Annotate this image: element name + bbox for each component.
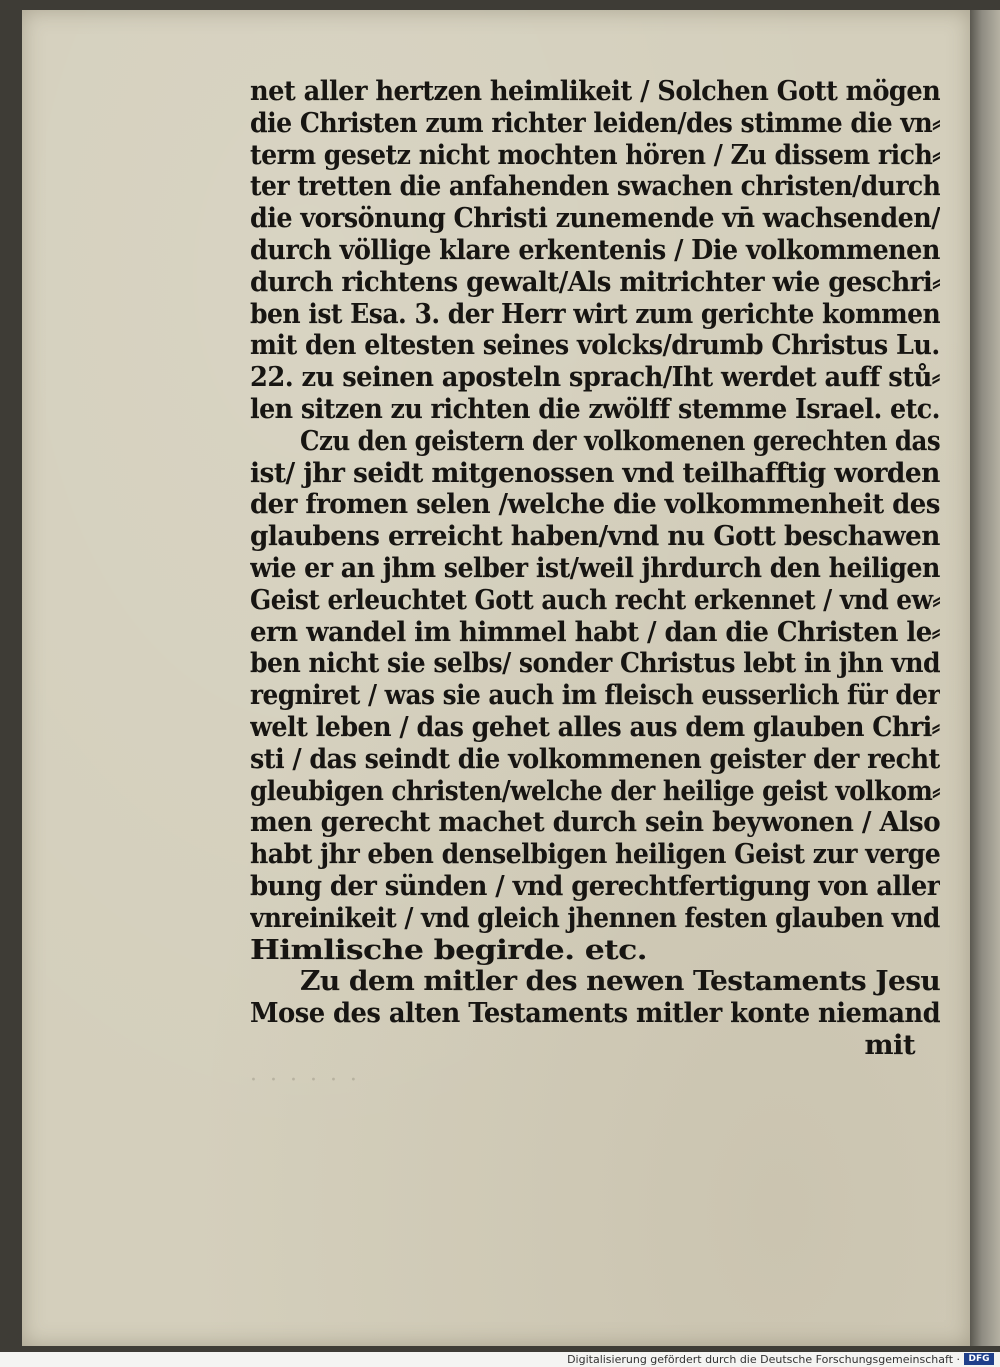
body-text — [250, 76, 940, 1062]
text-line: 22. zu seinen aposteln sprach/Iht werdet auff stů⸗ — [250, 362, 940, 394]
text-line: term gesetz nicht mochten hören / Zu dissem rich⸗ — [250, 139, 940, 171]
funding-credit: Digitalisierung gefördert durch die Deutsche Forschungsgemeinschaft · — [567, 1353, 960, 1366]
text-line: Czu den geistern der volkomenen gerechten das — [300, 425, 940, 457]
text-line: mit den eltesten seines volcks/drumb Christus Lu. — [250, 330, 940, 362]
text-line: Zu dem mitler des newen Testaments Jesu — [300, 966, 940, 998]
text-line: Himlische begirde. etc. — [250, 934, 647, 966]
text-line: die Christen zum richter leiden/des stimme die vn⸗ — [250, 107, 940, 139]
text-line: ben ist Esa. 3. der Herr wirt zum gerichte kommen — [250, 298, 940, 330]
text-line: vnreinikeit / vnd gleich jhennen festen glauben vnd — [250, 902, 940, 934]
text-line: Geist erleuchtet Gott auch recht erkennet / vnd ew⸗ — [250, 584, 940, 616]
text-line: ist/ jhr seidt mitgenossen vnd teilhafftig worden — [250, 457, 940, 489]
page-edge-shadow — [970, 10, 1000, 1346]
text-line: sti / das seindt die volkommenen geister der recht — [250, 743, 940, 775]
text-line: bung der sünden / vnd gerechtfertigung von aller — [250, 870, 940, 902]
text-line: die vorsönung Christi zunemende vn̄ wachsenden/ — [250, 203, 940, 235]
text-line: durch völlige klare erkentenis / Die volkommenen — [250, 234, 940, 266]
text-line: der fromen selen /welche die volkommenheit des — [250, 489, 940, 521]
text-line: len sitzen zu richten die zwölff stemme Israel. etc. — [250, 393, 940, 425]
bleed-through-texture: · · · · · · — [250, 1068, 360, 1093]
text-line: welt leben / das gehet alles aus dem glauben Chri⸗ — [250, 711, 940, 743]
footer-bar — [0, 1352, 1000, 1367]
text-line: ern wandel im himmel habt / dan die Christen le⸗ — [250, 616, 940, 648]
text-line: ben nicht sie selbs/ sonder Christus lebt in jhn vnd — [250, 648, 940, 680]
catchword: mit — [864, 1029, 915, 1061]
text-line: glaubens erreicht haben/vnd nu Gott beschawen — [250, 521, 940, 553]
text-line: durch richtens gewalt/Als mitrichter wie geschri⸗ — [250, 266, 940, 298]
text-line: wie er an jhm selber ist/weil jhrdurch den heiligen — [250, 552, 940, 584]
dfg-logo: DFG — [964, 1353, 994, 1365]
text-line: gleubigen christen/welche der heilige geist volkom⸗ — [250, 775, 940, 807]
text-line: regniret / was sie auch im fleisch eusserlich für der — [250, 680, 940, 712]
text-line: Mose des alten Testaments mitler konte niemand — [250, 998, 940, 1030]
text-line: habt jhr eben denselbigen heiligen Geist zur verge — [250, 839, 940, 871]
text-line: net aller hertzen heimlikeit / Solchen Gott mögen — [250, 76, 940, 107]
text-line: men gerecht machet durch sein beywonen / Also — [250, 807, 940, 839]
text-line: ter tretten die anfahenden swachen christen/durch — [250, 171, 940, 203]
